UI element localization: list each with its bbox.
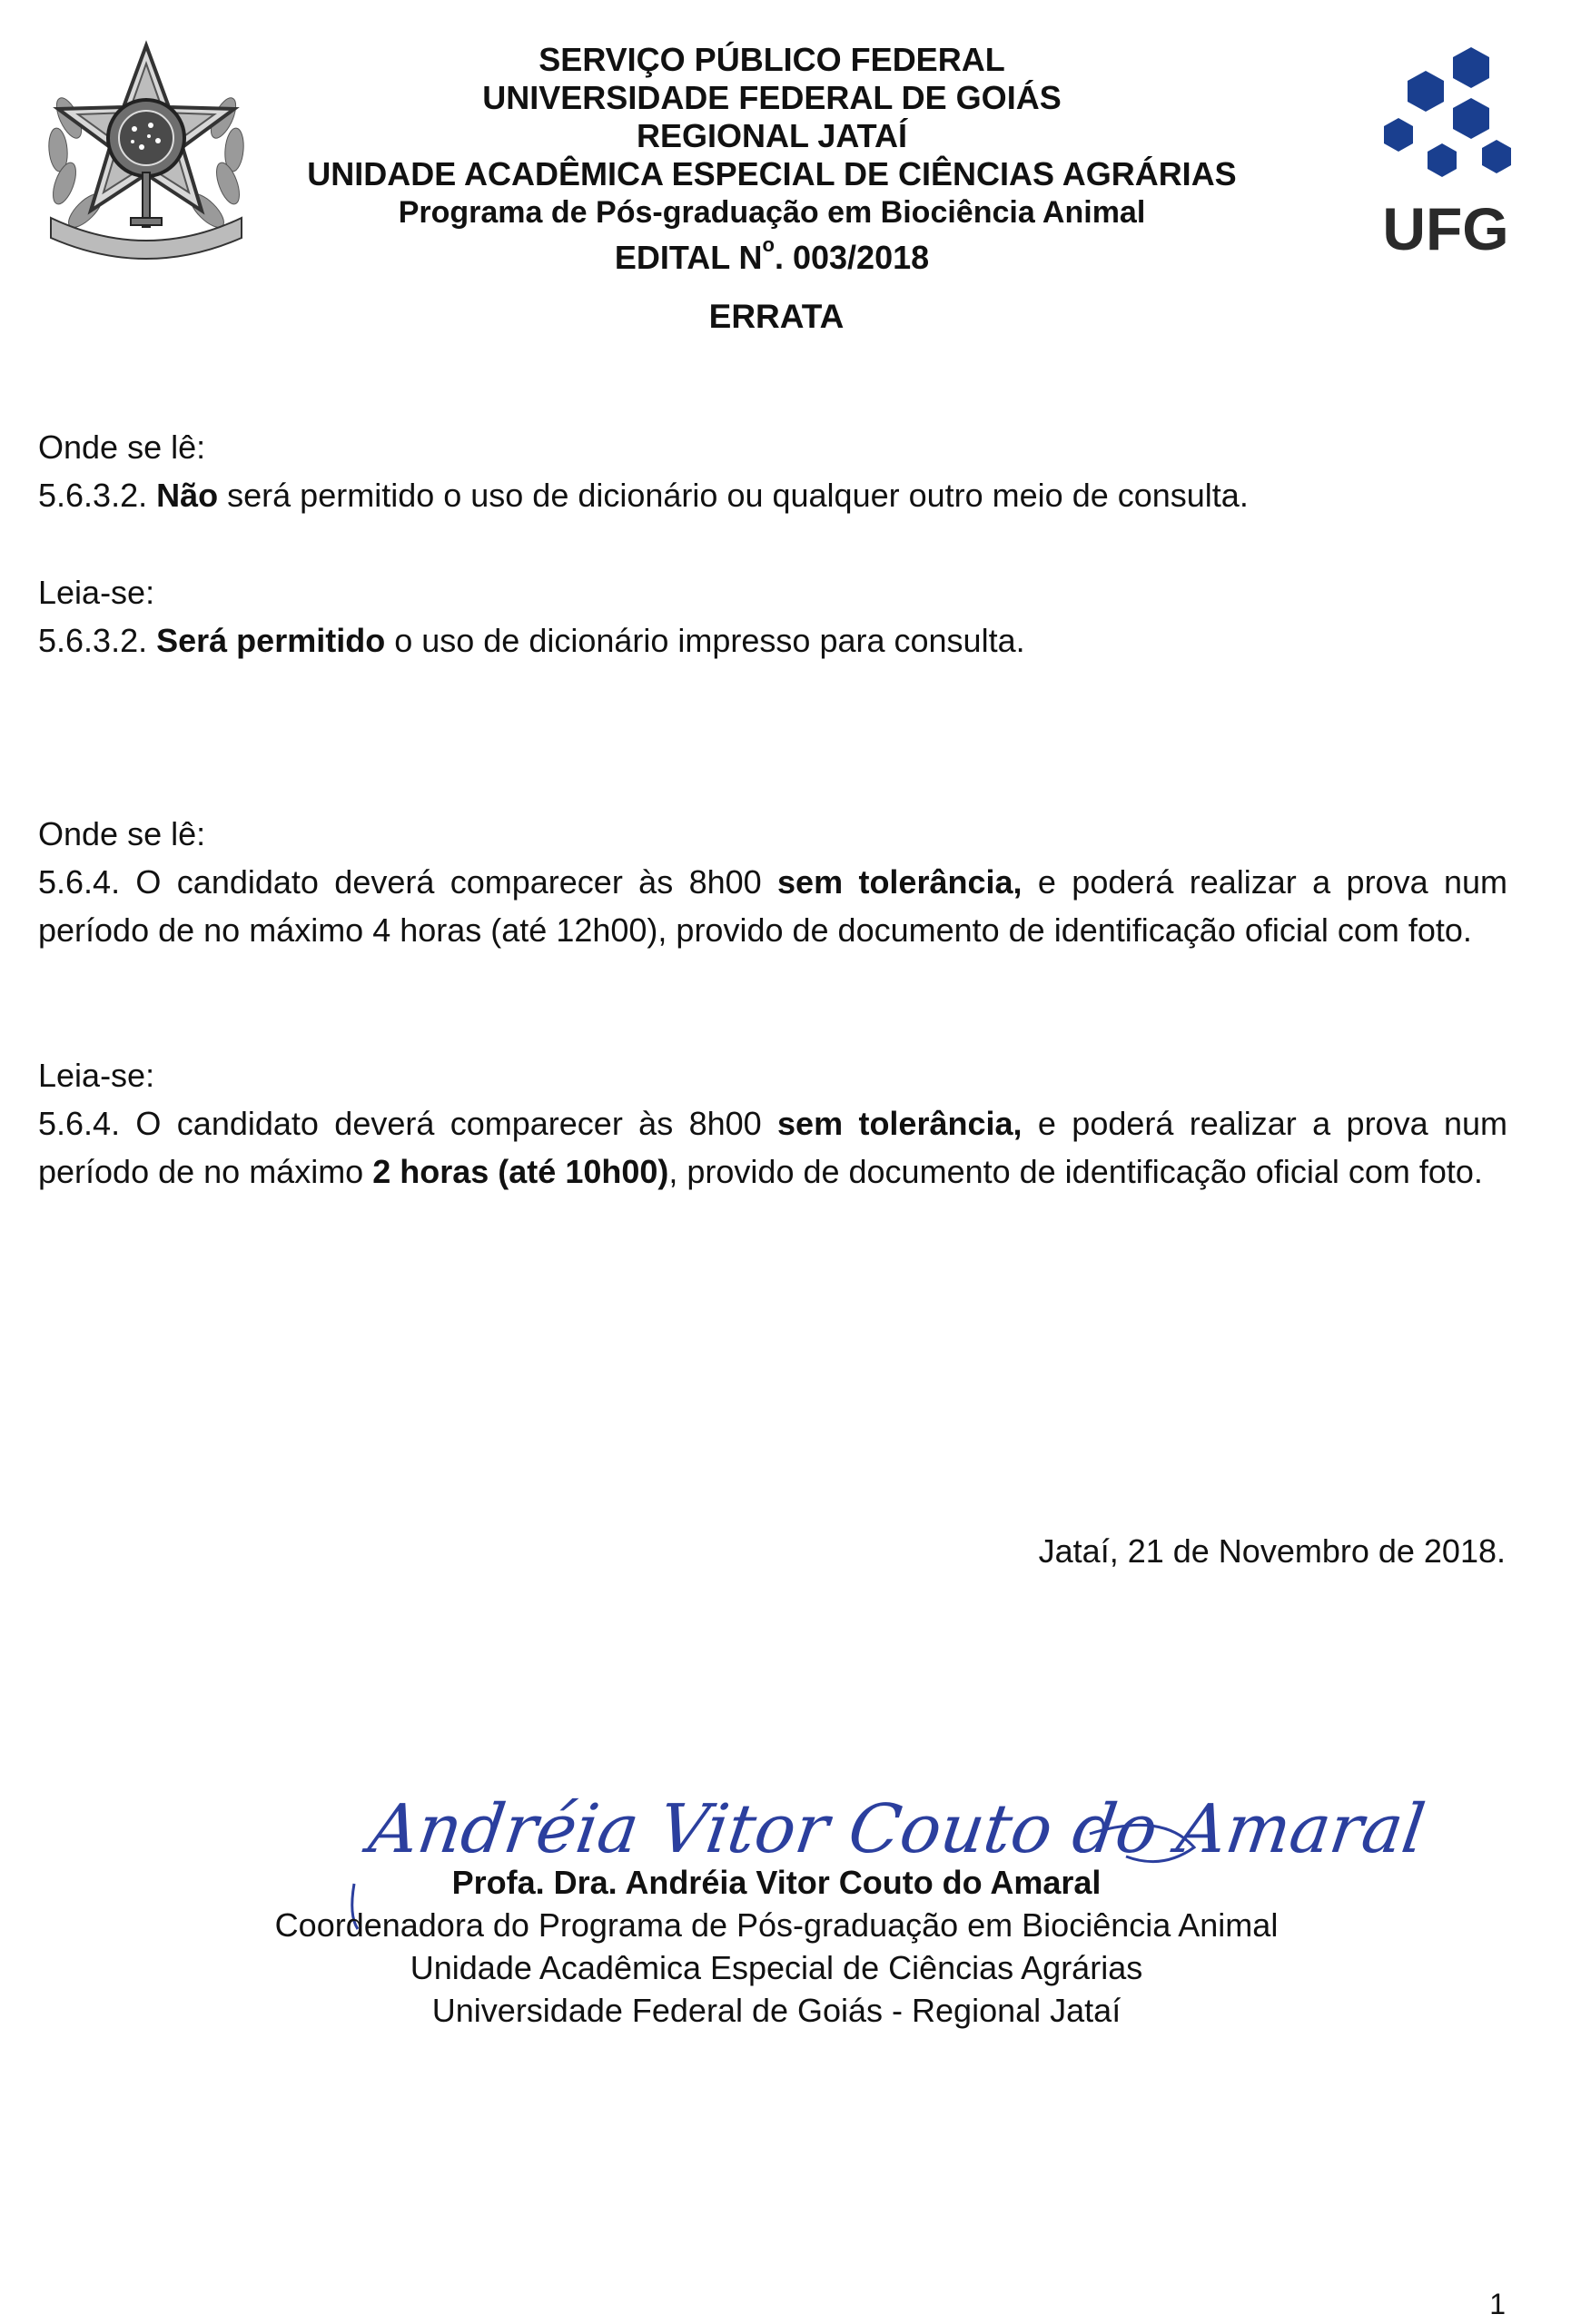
document-date: Jataí, 21 de Novembro de 2018.	[1038, 1532, 1506, 1570]
header-edital: EDITAL $N^o$. 003/2018	[614, 233, 930, 276]
section1-leia-label: Leia-se:	[38, 574, 155, 611]
ufg-logo-text: UFG	[1382, 195, 1509, 262]
signature-block	[0, 1861, 1553, 2032]
header-line-servico: SERVIÇO PÚBLICO FEDERAL	[538, 41, 1005, 78]
section1-onde-text: 5.6.3.2. Não será permitido o uso de dicionário ou qualquer outro meio de consulta.	[38, 477, 1249, 514]
section1-leia-text: 5.6.3.2. Será permitido o uso de dicionário impresso para consulta.	[38, 622, 1025, 659]
document-header	[272, 41, 1271, 277]
header-line-regional: REGIONAL JATAÍ	[636, 117, 908, 154]
signatory-university: Universidade Federal de Goiás - Regional Jataí	[431, 1992, 1121, 2029]
header-line-universidade: UNIVERSIDADE FEDERAL DE GOIÁS	[482, 79, 1062, 116]
section2-leia-label: Leia-se:	[38, 1057, 155, 1094]
ufg-logo	[1373, 45, 1518, 268]
section2-onde-label: Onde se lê:	[38, 815, 206, 852]
page-number: 1	[1489, 2288, 1506, 2320]
signatory-unit: Unidade Acadêmica Especial de Ciências Agrárias	[410, 1949, 1143, 1986]
header-line-programa: Programa de Pós-graduação em Biociência Animal	[398, 195, 1146, 230]
signatory-role: Coordenadora do Programa de Pós-graduação em Biociência Animal	[274, 1906, 1279, 1944]
section2-leia-text: 5.6.4. O candidato deverá comparecer às 8h00 sem tolerância, e poderá realizar a prova num período de no máximo 2 horas (até 10h00), provido de documento de identificação oficial com foto.	[38, 1105, 1507, 1190]
section2-onde-text: 5.6.4. O candidato deverá comparecer às 8h00 sem tolerância, e poderá realizar a prova num período de no máximo 4 horas (até 12h00), provido de documento de identificação oficial com foto.	[38, 863, 1507, 949]
brasao-republica-logo	[33, 36, 260, 259]
header-line-unidade: UNIDADE ACADÊMICA ESPECIAL DE CIÊNCIAS AGRÁRIAS	[307, 155, 1237, 192]
svg-text:Andréia Vitor Couto do Amaral: Andréia Vitor Couto do Amaral	[364, 1789, 1430, 1868]
section1-onde-label: Onde se lê:	[38, 428, 206, 466]
signatory-name: Profa. Dra. Andréia Vitor Couto do Amaral	[451, 1864, 1102, 1901]
page-title: ERRATA	[708, 298, 845, 335]
